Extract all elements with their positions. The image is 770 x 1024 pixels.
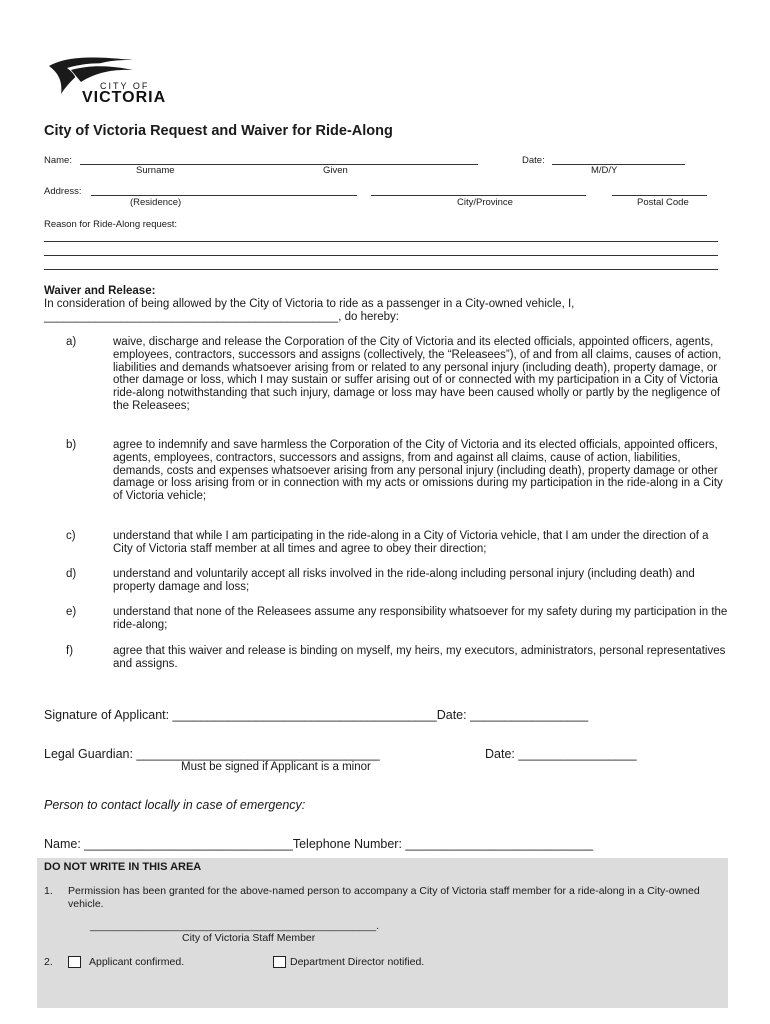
office-use-area: [37, 858, 728, 1008]
postal-code-label: Postal Code: [637, 197, 689, 208]
waiver-item-letter: c): [66, 530, 76, 542]
reason-label: Reason for Ride-Along request:: [44, 219, 178, 230]
waiver-item-letter: a): [66, 336, 77, 348]
waiver-item-text: understand and voluntarily accept all risks involved in the ride-along including personal injury (including death) and property damage and loss;: [113, 568, 695, 593]
waiver-item-letter: f): [66, 645, 74, 657]
applicant-confirmed-checkbox[interactable]: [68, 956, 81, 968]
city-province-label: City/Province: [457, 197, 513, 208]
applicant-signature-line[interactable]: Signature of Applicant: ______________________________________Date: _________________: [44, 708, 589, 722]
logo-text-city-of: CITY OF: [100, 81, 150, 91]
waiver-item-letter: b): [66, 439, 77, 451]
address-postal-line[interactable]: [612, 195, 707, 196]
permission-text: Permission has been granted for the above-named person to accompany a City of Victoria staff member for a ride-along in a City-owned vehicle.: [68, 885, 700, 910]
surname-label: Surname: [136, 165, 175, 176]
minor-note: Must be signed if Applicant is a minor: [181, 761, 371, 773]
page-title: City of Victoria Request and Waiver for Ride-Along: [44, 123, 393, 139]
staff-member-label: City of Victoria Staff Member: [182, 932, 316, 944]
reason-line-2[interactable]: [44, 255, 718, 256]
waiver-intro-line: ______________________________________________, do hereby:: [44, 311, 399, 323]
given-label: Given: [323, 165, 348, 176]
mdy-label: M/D/Y: [591, 165, 618, 176]
date-label: Date:: [522, 155, 545, 166]
director-notified-checkbox[interactable]: [273, 956, 286, 968]
waiver-item-text: agree that this waiver and release is binding on myself, my heirs, my executors, administrators, personal representatives and assigns.: [113, 645, 726, 670]
waiver-item-letter: d): [66, 568, 77, 580]
guardian-date-line[interactable]: Date: _________________: [485, 747, 637, 761]
address-city-line[interactable]: [371, 195, 586, 196]
office-item-number: 1.: [44, 885, 53, 897]
residence-label: (Residence): [130, 197, 182, 208]
waiver-heading: Waiver and Release:: [44, 285, 156, 297]
emergency-contact-line[interactable]: Name: ______________________________Telephone Number: ___________________________: [44, 837, 594, 851]
waiver-intro: In consideration of being allowed by the City of Victoria to ride as a passenger in a City-owned vehicle, I,: [44, 298, 575, 310]
date-input-line[interactable]: [552, 164, 685, 165]
waiver-item-text: understand that none of the Releasees assume any responsibility whatsoever for my safety during my participation in the ride-along;: [113, 606, 728, 631]
address-label: Address:: [44, 186, 82, 197]
guardian-signature-line[interactable]: Legal Guardian: ___________________________________: [44, 747, 380, 761]
logo-text-victoria: VICTORIA: [82, 89, 167, 106]
waiver-item-text: waive, discharge and release the Corporation of the City of Victoria and its elected officials, appointed officers, agents, employees, contractors, successors and assigns (collectively, the “Releasees”), of and from all claims, causes of action, liabilities and demands whatsoever arising from or related to any personal injury (including death), property damage, or other damage or loss, which I may sustain or suffer arising out of or connected with my participation in a City of Victoria ride-along notwithstanding that such injury, damage or loss may have been caused wholly or partly by the negligence of the Releasees;: [113, 336, 722, 412]
waiver-item-text: agree to indemnify and save harmless the Corporation of the City of Victoria and its elected officials, appointed officers, agents, employees, contractors, successors and assigns, from and against all claims, cause of action, liabilities, demands, costs and expenses whatsoever arising from any personal injury (including death), property damage or other damage or loss arising from or in connection with my acts or omissions during my participation in the ride-along in a City of Victoria vehicle;: [113, 439, 723, 503]
director-notified-label: Department Director notified.: [290, 956, 425, 968]
reason-line-3[interactable]: [44, 269, 718, 270]
office-item-number: 2.: [44, 956, 53, 968]
reason-line-1[interactable]: [44, 241, 718, 242]
staff-signature-line[interactable]: _________________________________________________.: [90, 920, 380, 932]
address-residence-line[interactable]: [91, 195, 357, 196]
waiver-item-text: understand that while I am participating in the ride-along in a City of Victoria vehicle, that I am under the direction of a City of Victoria staff member at all times and agree to obey their direction;: [113, 530, 709, 555]
emergency-contact-heading: Person to contact locally in case of emergency:: [44, 798, 306, 812]
name-label: Name:: [44, 155, 72, 166]
applicant-confirmed-label: Applicant confirmed.: [89, 956, 185, 968]
waiver-item-letter: e): [66, 606, 77, 618]
office-use-heading: DO NOT WRITE IN THIS AREA: [44, 861, 202, 873]
